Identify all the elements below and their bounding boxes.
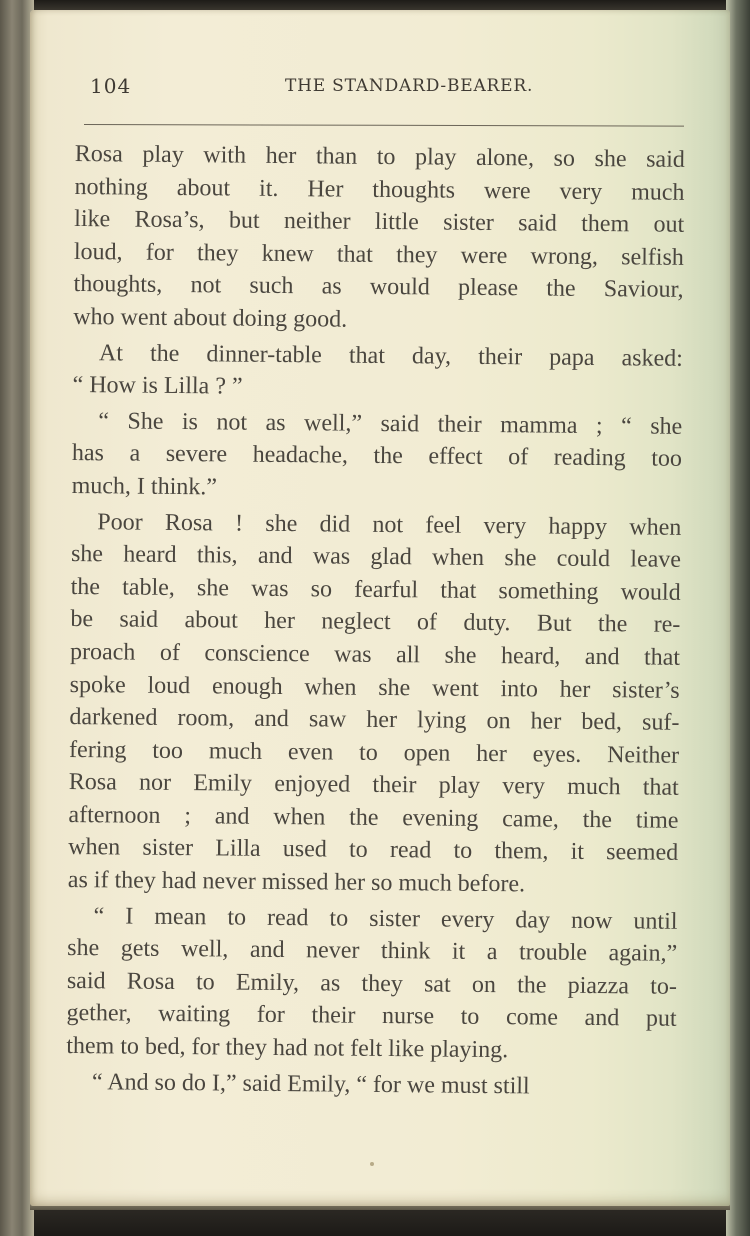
text-line: be said about her neglect of duty. But the re- [70, 606, 681, 639]
book-page [30, 10, 730, 1206]
text-line: loud, for they knew that they were wrong, selfish [73, 238, 685, 271]
paragraph [66, 1066, 676, 1104]
paragraph [68, 506, 682, 903]
text-line: the table, she was so fearful that something would [70, 573, 681, 606]
body-text [66, 138, 685, 1104]
text-line: afternoon ; and when the evening came, the time [68, 801, 679, 834]
text-line: Rosa nor Emily enjoyed their play very much that [68, 769, 679, 802]
text-line: she heard this, and was glad when she could leave [70, 541, 682, 573]
text-line: has a severe headache, the effect of reading too [71, 440, 683, 473]
text-line: “ I mean to read to sister every day now until [93, 902, 678, 935]
text-line: “ And so do I,” said Emily, “ for we must still [91, 1068, 530, 1100]
paragraph [72, 337, 683, 408]
text-line: “ How is Lilla ? ” [72, 372, 243, 400]
paragraph [72, 405, 683, 509]
text-line: Rosa play with her than to play alone, so she said [74, 140, 685, 173]
page-number: 104 [90, 74, 132, 98]
header-rule [84, 124, 684, 127]
text-line: fering too much even to open her eyes. Neither [69, 736, 680, 769]
text-line: spoke loud enough when she went into her sister’s [69, 671, 680, 704]
text-line: At the dinner-table that day, their papa asked: [98, 339, 684, 372]
text-line: gether, waiting for their nurse to come and put [66, 1000, 677, 1033]
text-line: she gets well, and never think it a trouble again,” [67, 935, 678, 968]
book-spine-edge [0, 0, 34, 1236]
text-line: as if they had never missed her so much before. [67, 867, 526, 898]
text-line: them to bed, for they had not felt like playing. [66, 1032, 509, 1064]
paper-speck [370, 1162, 374, 1166]
text-line: Poor Rosa ! she did not feel very happy when [97, 508, 682, 541]
text-line: “ She is not as well,” said their mamma ; “ she [98, 407, 683, 440]
text-line: much, I think.” [71, 472, 218, 501]
paragraph [66, 900, 678, 1069]
text-line: thoughts, not such as would please the Saviour, [73, 271, 684, 304]
running-head [90, 74, 690, 104]
paragraph [73, 138, 685, 339]
text-line: proach of conscience was all she heard, and that [69, 638, 681, 671]
text-line: nothing about it. Her thoughts were very much [74, 173, 685, 206]
text-line: like Rosa’s, but neither little sister said them out [74, 206, 685, 239]
text-line: said Rosa to Emily, as they sat on the piazza to- [66, 967, 678, 1000]
text-line: darkened room, and saw her lying on her bed, suf- [69, 704, 680, 736]
running-title: THE STANDARD-BEARER. [285, 76, 534, 96]
text-line: when sister Lilla used to read to them, it seemed [68, 834, 679, 867]
text-line: who went about doing good. [73, 303, 348, 333]
